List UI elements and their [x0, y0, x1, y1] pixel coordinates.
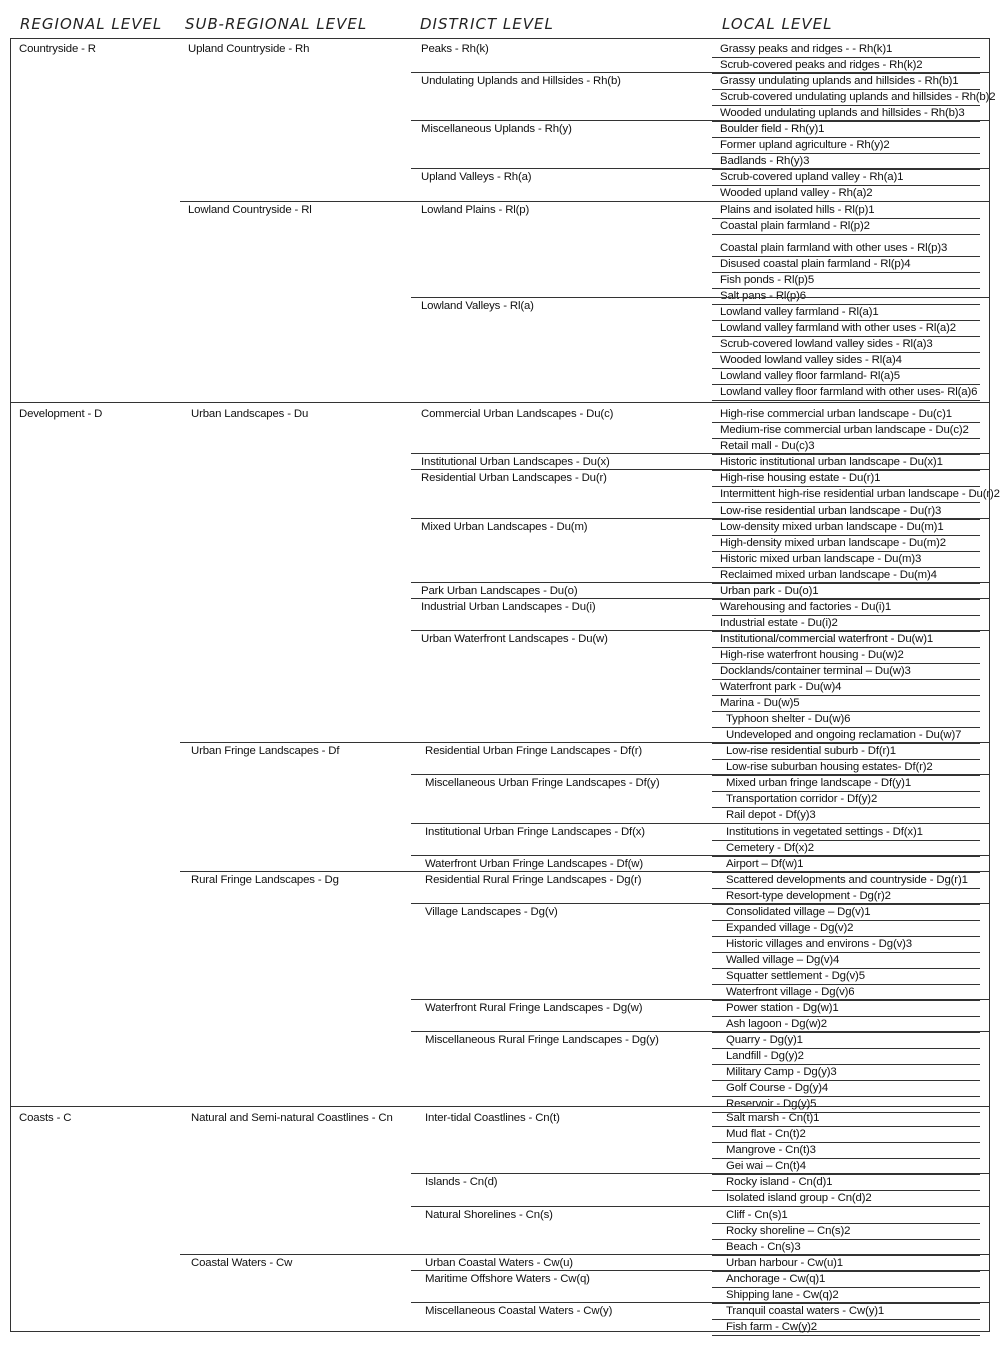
region-name: Coasts - C [19, 1112, 72, 1125]
local-level-item: Scattered developments and countryside - Dg(r)1 [726, 873, 968, 886]
local-level-item: Shipping lane - Cw(q)2 [726, 1288, 839, 1301]
local-level-item: Former upland agriculture - Rh(y)2 [720, 139, 890, 152]
district-name: Miscellaneous Coastal Waters - Cw(y) [425, 1304, 613, 1317]
district-name: Commercial Urban Landscapes - Du(c) [421, 408, 614, 421]
local-level-item: Wooded upland valley - Rh(a)2 [720, 187, 873, 200]
local-level-item: Grassy undulating uplands and hillsides - Rh(b)1 [720, 75, 959, 88]
local-level-item: Lowland valley floor farmland with other uses- Rl(a)6 [720, 386, 978, 399]
district-name: Institutional Urban Fringe Landscapes - Df(x) [425, 825, 645, 838]
local-level-item: Cemetery - Df(x)2 [726, 841, 814, 854]
header-regional-level: REGIONAL LEVEL [20, 15, 163, 33]
local-level-item: Historic institutional urban landscape - Du(x)1 [720, 456, 943, 469]
local-level-item: Boulder field - Rh(y)1 [720, 123, 825, 136]
local-level-item: Waterfront village - Dg(v)6 [726, 986, 855, 998]
local-level-item: Isolated island group - Cn(d)2 [726, 1192, 872, 1205]
local-level-item: Grassy peaks and ridges - - Rh(k)1 [720, 43, 893, 55]
local-level-item: High-rise commercial urban landscape - Du(c)1 [720, 408, 952, 421]
local-level-item: Low-rise residential suburb - Df(r)1 [726, 745, 896, 758]
district-name: Waterfront Urban Fringe Landscapes - Df(w) [425, 857, 644, 870]
local-level-item: Urban harbour - Cw(u)1 [726, 1256, 843, 1269]
district-divider [411, 518, 990, 519]
district-name: Lowland Plains - Rl(p) [421, 203, 530, 216]
sub-regional-divider [180, 201, 990, 202]
local-underline [712, 400, 980, 401]
local-level-item: Salt marsh - Cn(t)1 [726, 1112, 820, 1125]
sub-regional-divider [180, 1254, 990, 1255]
local-level-item: Urban park - Du(o)1 [720, 584, 819, 597]
local-level-item: Fish ponds - Rl(p)5 [720, 273, 815, 286]
local-level-item: Mangrove - Cn(t)3 [726, 1144, 816, 1157]
local-level-item: Transportation corridor - Df(y)2 [726, 793, 878, 806]
local-underline [712, 234, 980, 235]
district-divider [411, 1173, 990, 1174]
local-level-item: Consolidated village – Dg(v)1 [726, 905, 871, 918]
local-level-item: Tranquil coastal waters - Cw(y)1 [726, 1304, 885, 1317]
local-level-item: Scrub-covered undulating uplands and hillsides - Rh(b)2 [720, 91, 996, 104]
local-level-item: Anchorage - Cw(q)1 [726, 1272, 826, 1285]
local-level-item: Reclaimed mixed urban landscape - Du(m)4 [720, 568, 937, 581]
local-level-item: Ash lagoon - Dg(w)2 [726, 1018, 827, 1031]
local-underline [712, 1335, 980, 1336]
district-name: Industrial Urban Landscapes - Du(i) [421, 600, 596, 613]
local-level-item: Mud flat - Cn(t)2 [726, 1128, 806, 1141]
local-level-item: Industrial estate - Du(i)2 [720, 616, 838, 629]
district-divider [411, 297, 990, 298]
district-divider [411, 1270, 990, 1271]
district-divider [411, 823, 990, 824]
local-level-item: Typhoon shelter - Du(w)6 [726, 713, 851, 726]
district-divider [411, 598, 990, 599]
header-local-level: LOCAL LEVEL [722, 15, 833, 33]
district-name: Peaks - Rh(k) [421, 43, 489, 55]
local-level-item: Power station - Dg(w)1 [726, 1002, 839, 1015]
sub-regional-name: Coastal Waters - Cw [191, 1256, 293, 1269]
local-level-item: Scrub-covered lowland valley sides - Rl(a)3 [720, 337, 933, 350]
local-level-item: Disused coastal plain farmland - Rl(p)4 [720, 257, 911, 270]
header-district-level: DISTRICT LEVEL [420, 15, 554, 33]
local-level-item: Resort-type development - Dg(r)2 [726, 889, 891, 902]
district-divider [411, 1206, 990, 1207]
district-divider [411, 168, 990, 169]
local-level-item: Scrub-covered upland valley - Rh(a)1 [720, 171, 904, 184]
district-name: Maritime Offshore Waters - Cw(q) [425, 1272, 590, 1285]
sub-regional-name: Urban Fringe Landscapes - Df [191, 745, 340, 758]
local-level-item: Institutional/commercial waterfront - Du(w)1 [720, 632, 934, 645]
sub-regional-divider [180, 871, 990, 872]
header-sub-regional-level: SUB-REGIONAL LEVEL [185, 15, 368, 33]
region-name: Countryside - R [19, 43, 96, 55]
local-level-item: Retail mall - Du(c)3 [720, 440, 815, 453]
district-name: Undulating Uplands and Hillsides - Rh(b) [421, 75, 621, 88]
local-level-item: Warehousing and factories - Du(i)1 [720, 600, 892, 613]
local-level-item: Historic villages and environs - Dg(v)3 [726, 937, 912, 950]
local-level-item: Institutions in vegetated settings - Df(x)1 [726, 825, 923, 838]
local-level-item: Rail depot - Df(y)3 [726, 809, 816, 822]
local-level-item: Coastal plain farmland - Rl(p)2 [720, 219, 870, 232]
district-divider [411, 120, 990, 121]
local-level-item: Undeveloped and ongoing reclamation - Du(w)7 [726, 729, 962, 742]
local-level-item: Lowland valley farmland with other uses - Rl(a)2 [720, 321, 956, 334]
local-level-item: Wooded lowland valley sides - Rl(a)4 [720, 353, 902, 366]
district-name: Miscellaneous Rural Fringe Landscapes - Dg(y) [425, 1034, 659, 1047]
district-name: Park Urban Landscapes - Du(o) [421, 584, 578, 597]
local-level-item: Medium-rise commercial urban landscape - Du(c)2 [720, 424, 969, 437]
district-name: Inter-tidal Coastlines - Cn(t) [425, 1112, 560, 1125]
local-level-item: Wooded undulating uplands and hillsides - Rh(b)3 [720, 107, 965, 120]
district-divider [411, 72, 990, 73]
local-level-item: Golf Course - Dg(y)4 [726, 1082, 829, 1095]
local-level-item: Historic mixed urban landscape - Du(m)3 [720, 552, 922, 565]
local-level-item: Airport – Df(w)1 [726, 857, 804, 870]
district-divider [411, 903, 990, 904]
district-divider [411, 999, 990, 1000]
district-name: Waterfront Rural Fringe Landscapes - Dg(w) [425, 1002, 643, 1015]
local-level-item: Docklands/container terminal – Du(w)3 [720, 665, 911, 677]
sub-regional-name: Rural Fringe Landscapes - Dg [191, 873, 339, 886]
district-divider [411, 630, 990, 631]
local-level-item: Squatter settlement - Dg(v)5 [726, 969, 865, 982]
local-level-item: Gei wai – Cn(t)4 [726, 1160, 806, 1173]
district-name: Residential Rural Fringe Landscapes - Dg(r) [425, 873, 642, 886]
region-name: Development - D [19, 408, 103, 421]
local-level-item: Lowland valley farmland - Rl(a)1 [720, 305, 879, 318]
local-level-item: High-rise waterfront housing - Du(w)2 [720, 648, 904, 661]
local-level-item: High-density mixed urban landscape - Du(m)2 [720, 536, 946, 549]
sub-regional-name: Urban Landscapes - Du [191, 408, 309, 421]
district-name: Mixed Urban Landscapes - Du(m) [421, 520, 588, 533]
local-level-item: Quarry - Dg(y)1 [726, 1034, 803, 1047]
district-divider [411, 453, 990, 454]
district-divider [411, 582, 990, 583]
district-name: Urban Waterfront Landscapes - Du(w) [421, 632, 608, 645]
local-level-item: Intermittent high-rise residential urban landscape - Du(r)2 [720, 488, 1000, 501]
local-level-item: Walled village – Dg(v)4 [726, 953, 840, 966]
district-name: Institutional Urban Landscapes - Du(x) [421, 456, 610, 469]
district-divider [411, 1031, 990, 1032]
local-level-item: Rocky island - Cn(d)1 [726, 1176, 833, 1189]
sub-regional-name: Upland Countryside - Rh [188, 43, 310, 55]
local-level-item: Low-density mixed urban landscape - Du(m)1 [720, 520, 944, 533]
district-name: Miscellaneous Uplands - Rh(y) [421, 123, 572, 136]
local-level-item: Scrub-covered peaks and ridges - Rh(k)2 [720, 59, 923, 72]
local-level-item: Lowland valley floor farmland- Rl(a)5 [720, 370, 900, 382]
local-level-item: Marina - Du(w)5 [720, 697, 800, 710]
local-level-item: Fish farm - Cw(y)2 [726, 1320, 817, 1333]
local-level-item: Landfill - Dg(y)2 [726, 1050, 804, 1063]
sub-regional-divider [180, 742, 990, 743]
local-level-item: Low-rise suburban housing estates- Df(r)2 [726, 761, 933, 774]
local-level-item: Beach - Cn(s)3 [726, 1240, 801, 1253]
district-name: Natural Shorelines - Cn(s) [425, 1208, 553, 1221]
district-name: Miscellaneous Urban Fringe Landscapes - Df(y) [425, 777, 660, 790]
district-divider [411, 774, 990, 775]
local-level-item: High-rise housing estate - Du(r)1 [720, 472, 881, 485]
district-name: Residential Urban Fringe Landscapes - Df(r) [425, 745, 643, 758]
sub-regional-name: Natural and Semi-natural Coastlines - Cn [191, 1112, 393, 1125]
district-name: Lowland Valleys - Rl(a) [421, 299, 534, 312]
district-name: Village Landscapes - Dg(v) [425, 905, 558, 918]
local-level-item: Rocky shoreline – Cn(s)2 [726, 1224, 851, 1237]
local-level-item: Low-rise residential urban landscape - Du(r)3 [720, 504, 942, 517]
local-level-item: Plains and isolated hills - Rl(p)1 [720, 203, 875, 216]
local-level-item: Salt pans - Rl(p)6 [720, 289, 806, 302]
district-name: Urban Coastal Waters - Cw(u) [425, 1256, 573, 1269]
local-level-item: Military Camp - Dg(y)3 [726, 1066, 837, 1079]
district-name: Upland Valleys - Rh(a) [421, 171, 532, 184]
district-divider [411, 855, 990, 856]
region-divider [10, 1106, 990, 1107]
sub-regional-name: Lowland Countryside - Rl [188, 203, 312, 216]
district-name: Residential Urban Landscapes - Du(r) [421, 472, 607, 485]
local-level-item: Waterfront park - Du(w)4 [720, 681, 842, 694]
region-divider [10, 402, 990, 403]
local-level-item: Coastal plain farmland with other uses - Rl(p)3 [720, 241, 948, 254]
local-level-item: Expanded village - Dg(v)2 [726, 921, 854, 934]
local-level-item: Mixed urban fringe landscape - Df(y)1 [726, 777, 912, 790]
local-level-item: Cliff - Cn(s)1 [726, 1208, 788, 1221]
district-divider [411, 1302, 990, 1303]
local-level-item: Badlands - Rh(y)3 [720, 155, 810, 168]
district-divider [411, 469, 990, 470]
district-name: Islands - Cn(d) [425, 1176, 498, 1189]
local-level-item: Reservoir - Dg(y)5 [726, 1098, 817, 1111]
